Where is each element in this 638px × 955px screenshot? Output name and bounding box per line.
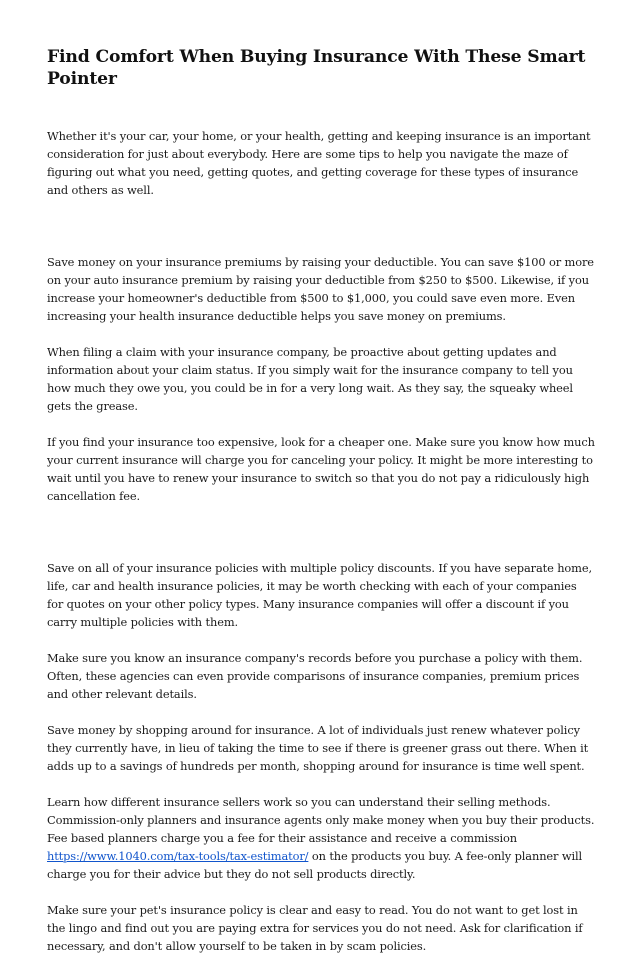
tax-estimator-link[interactable]: https://www.1040.com/tax-tools/tax-estimator/	[47, 849, 309, 863]
commission-text-before: Learn how different insurance sellers work so you can understand their selling methods. Commission-only planners and insurance agents only make money when you buy their products. Fee based planners charge you a fee for their assistance and receive a commission	[47, 795, 595, 845]
document-title: Find Comfort When Buying Insurance With These Smart Pointer	[47, 47, 586, 89]
paragraph-multiple-policies: Save on all of your insurance policies with multiple policy discounts. If you have separate home, life, car and health insurance policies, it may be worth checking with each of your companies for quotes on your other policy types. Many insurance companies will offer a discount if you carry multiple policies with them.	[47, 561, 592, 629]
paragraph-commission	[47, 793, 595, 883]
paragraph-deductible: Save money on your insurance premiums by raising your deductible. You can save $100 or more on your auto insurance premium by raising your deductible from $250 to $500. Likewise, if you increase your homeowner's deductible from $500 to $1,000, you could save even more. Even increasing your health insurance deductible helps you save money on premiums.	[47, 255, 594, 323]
paragraph-claim: When filing a claim with your insurance company, be proactive about getting updates and information about your claim status. If you simply wait for the insurance company to tell you how much they owe you, you could be in for a very long wait. As they say, the squeaky wheel gets the grease.	[47, 345, 573, 413]
paragraph-intro: Whether it's your car, your home, or your health, getting and keeping insurance is an important consideration for just about everybody. Here are some tips to help you navigate the maze of figuring out what you need, getting quotes, and getting coverage for these types of insurance and others as well.	[47, 129, 591, 197]
paragraph-pet-insurance: Make sure your pet's insurance policy is clear and easy to read. You do not want to get lost in the lingo and find out you are paying extra for services you do not need. Ask for clarification if necessary, and don't allow yourself to be taken in by scam policies.	[47, 903, 583, 953]
document-page	[47, 46, 595, 955]
paragraph-shopping: Save money by shopping around for insurance. A lot of individuals just renew whatever policy they currently have, in lieu of taking the time to see if there is greener grass out there. When it adds up to a savings of hundreds per month, shopping around for insurance is time well spent.	[47, 723, 589, 773]
commission-text-after: on the products you buy. A fee-only planner will charge you for their advice but they do not sell products directly.	[47, 849, 583, 881]
paragraph-expensive: If you find your insurance too expensive, look for a cheaper one. Make sure you know how much your current insurance will charge you for canceling your policy. It might be more interesting to wait until you have to renew your insurance to switch so that you do not pay a ridiculously high cancellation fee.	[47, 435, 595, 503]
paragraph-records: Make sure you know an insurance company's records before you purchase a policy with them. Often, these agencies can even provide comparisons of insurance companies, premium prices and other relevant details.	[47, 651, 583, 701]
